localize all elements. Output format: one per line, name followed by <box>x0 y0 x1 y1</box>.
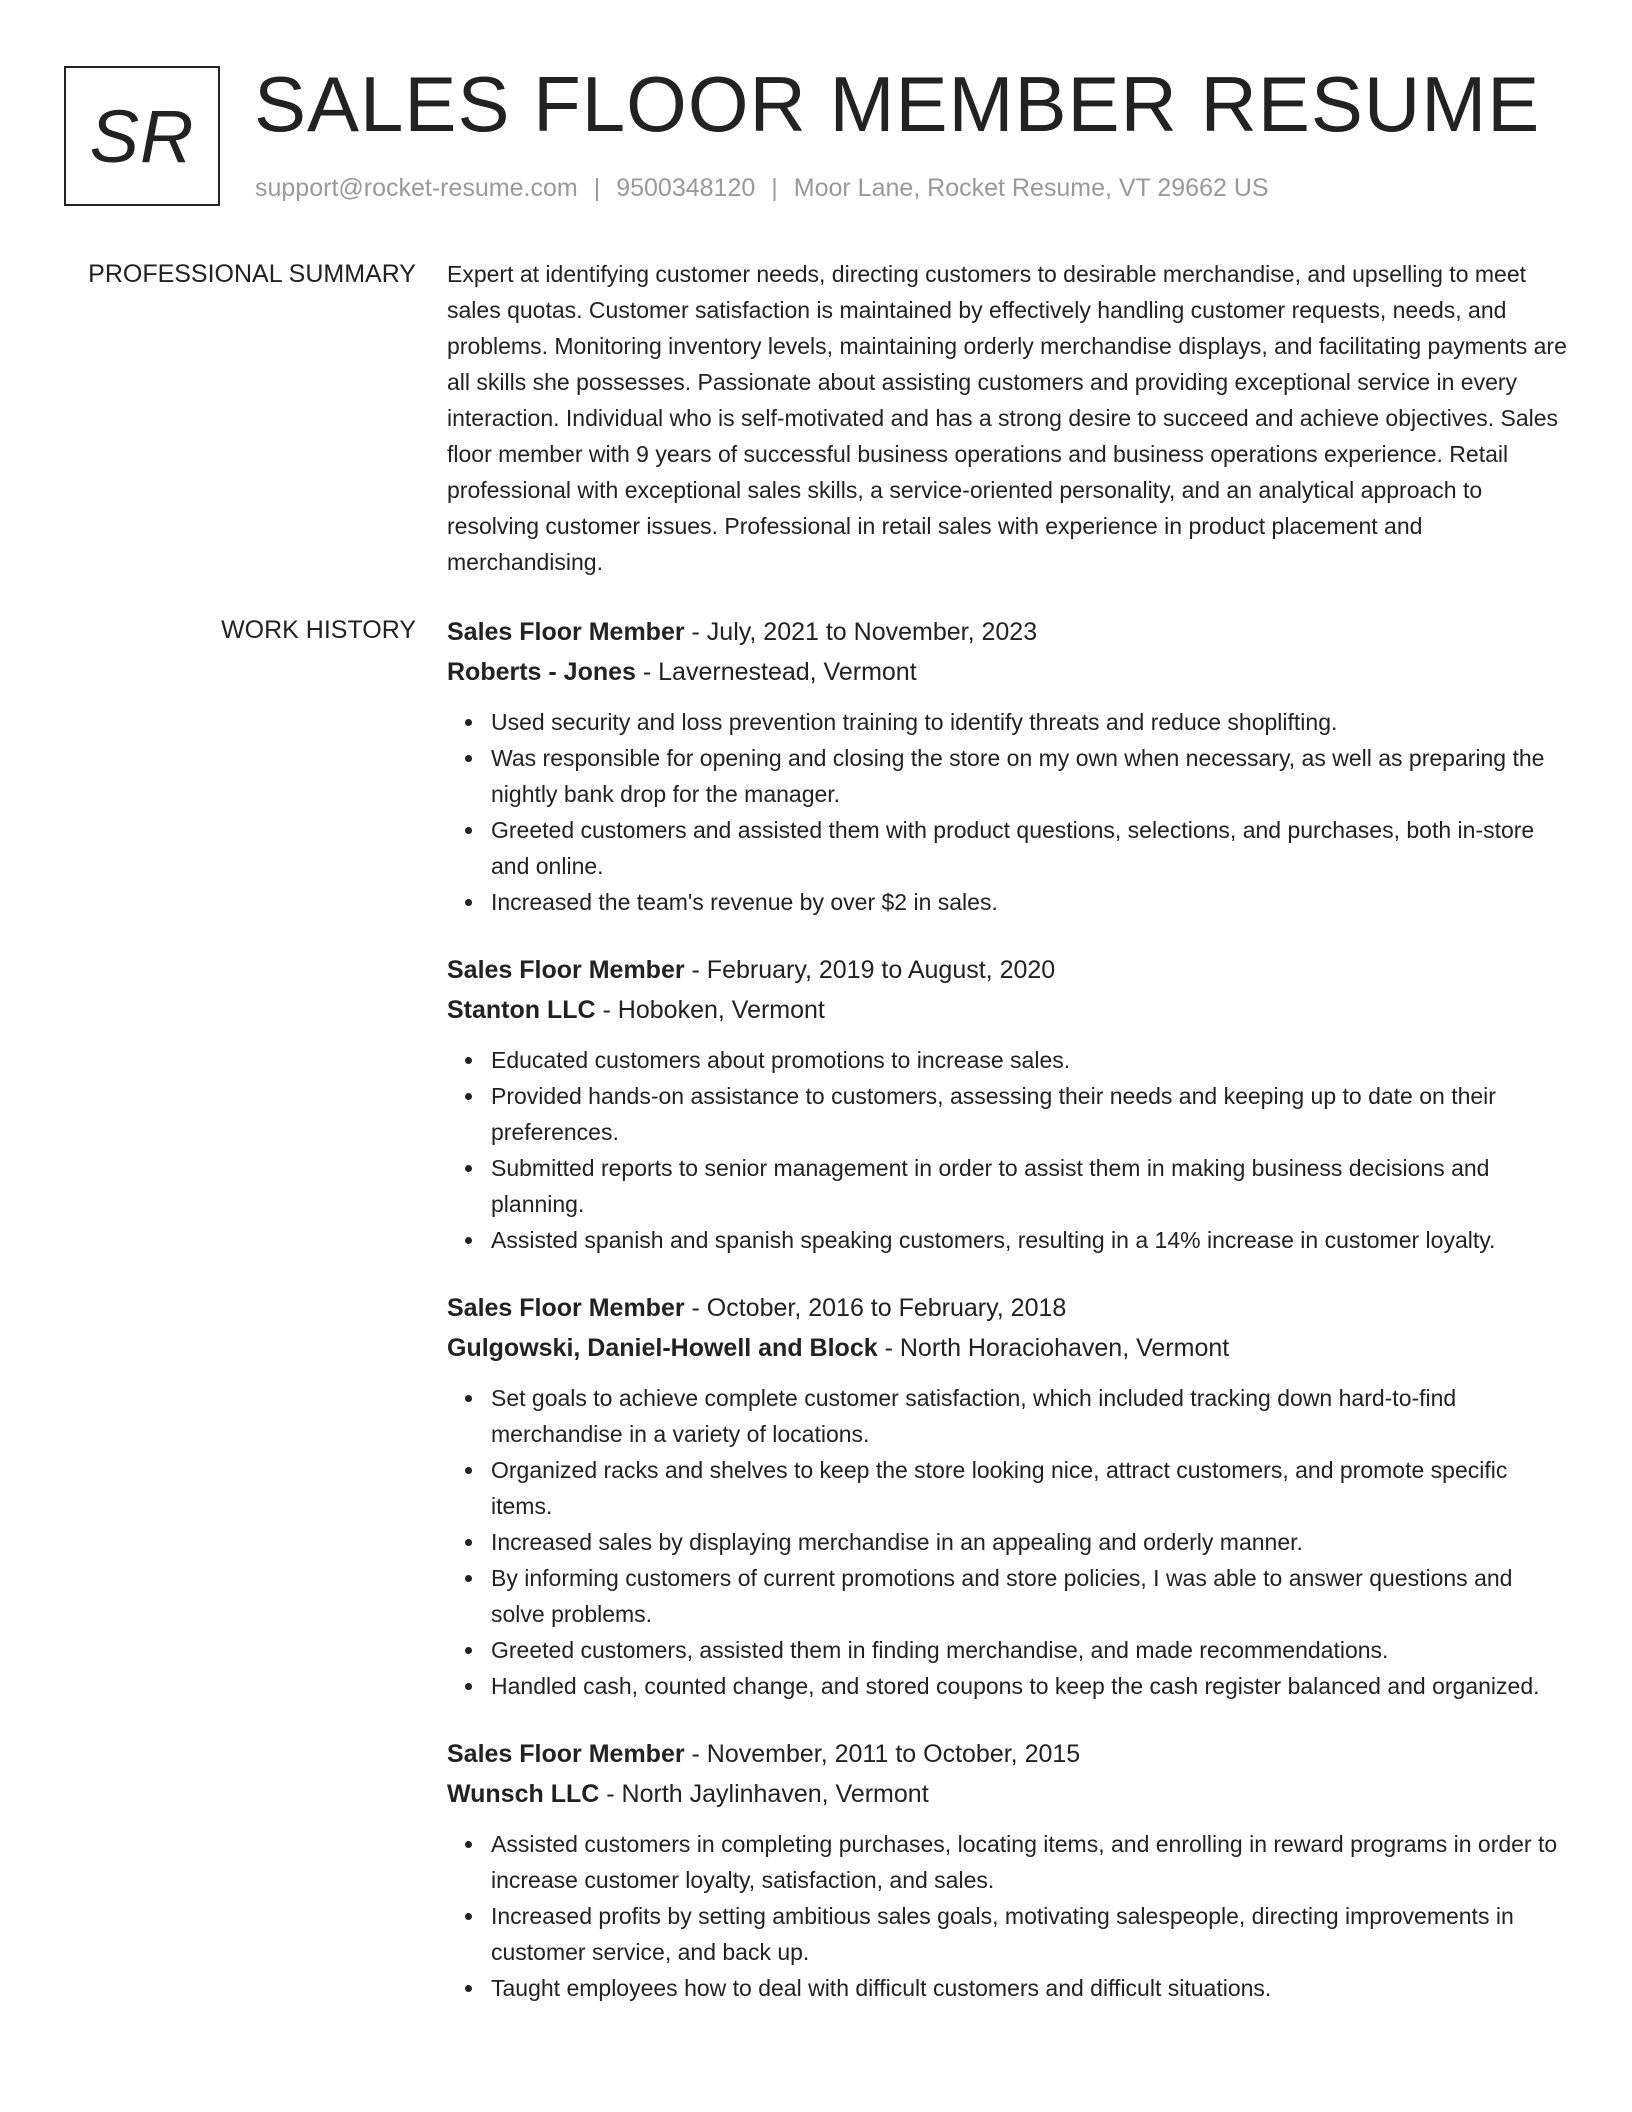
job-bullet: Submitted reports to senior management in order to assist them in making business decisions and planning. <box>491 1150 1567 1222</box>
job-company-line <box>447 1328 1567 1368</box>
job-bullets <box>447 1826 1567 2006</box>
job-title-line <box>447 1734 1567 1774</box>
contact-separator: | <box>771 174 778 202</box>
job-company: Roberts - Jones <box>447 658 636 686</box>
job-location: - Hoboken, Vermont <box>595 996 825 1024</box>
job-bullet: Was responsible for opening and closing the store on my own when necessary, as well as preparing the nightly bank drop for the manager. <box>491 740 1567 812</box>
job-title-line <box>447 950 1567 990</box>
job-bullet: Organized racks and shelves to keep the store looking nice, attract customers, and promote specific items. <box>491 1452 1567 1524</box>
job-title-line <box>447 1288 1567 1328</box>
job-company: Wunsch LLC <box>447 1780 600 1808</box>
job-bullet: By informing customers of current promotions and store policies, I was able to answer questions and solve problems. <box>491 1560 1567 1632</box>
job-location: - Lavernestead, Vermont <box>635 658 917 686</box>
job-bullets <box>447 704 1567 920</box>
job-title: Sales Floor Member <box>447 956 685 984</box>
job-bullets <box>447 1042 1567 1258</box>
contact-separator: | <box>593 174 601 202</box>
job-entry <box>447 612 1567 920</box>
job-bullets <box>447 1380 1567 1704</box>
job-bullet: Educated customers about promotions to increase sales. <box>491 1042 1567 1078</box>
job-dates: - October, 2016 to February, 2018 <box>684 1294 1067 1322</box>
job-bullet: Set goals to achieve complete customer satisfaction, which included tracking down hard-to-find merchandise in a variety of locations. <box>491 1380 1567 1452</box>
job-bullet: Greeted customers and assisted them with product questions, selections, and purchases, both in-store and online. <box>491 812 1567 884</box>
job-bullet: Assisted customers in completing purchases, locating items, and enrolling in reward programs in order to increase customer loyalty, satisfaction, and sales. <box>491 1826 1567 1898</box>
job-bullet: Handled cash, counted change, and stored coupons to keep the cash register balanced and organized. <box>491 1668 1567 1704</box>
job-dates: - July, 2021 to November, 2023 <box>684 618 1038 646</box>
job-company-line <box>447 1774 1567 1814</box>
job-location: - North Horaciohaven, Vermont <box>877 1334 1230 1362</box>
job-entry <box>447 1288 1567 1704</box>
job-dates: - February, 2019 to August, 2020 <box>684 956 1056 984</box>
job-dates: - November, 2011 to October, 2015 <box>684 1740 1081 1768</box>
job-bullet: Greeted customers, assisted them in finding merchandise, and made recommendations. <box>491 1632 1567 1668</box>
job-company-line <box>447 990 1567 1030</box>
section-heading-summary: PROFESSIONAL SUMMARY <box>88 260 416 288</box>
job-bullet: Used security and loss prevention training to identify threats and reduce shoplifting. <box>491 704 1567 740</box>
job-bullet: Increased profits by setting ambitious sales goals, motivating salespeople, directing improvements in customer service, and back up. <box>491 1898 1567 1970</box>
contact-address: Moor Lane, Rocket Resume, VT 29662 US <box>793 174 1269 202</box>
job-title: Sales Floor Member <box>447 618 685 646</box>
contact-phone: 9500348120 <box>616 174 756 202</box>
job-bullet: Provided hands-on assistance to customers, assessing their needs and keeping up to date on their preferences. <box>491 1078 1567 1150</box>
job-bullet: Assisted spanish and spanish speaking customers, resulting in a 14% increase in customer loyalty. <box>491 1222 1567 1258</box>
job-title: Sales Floor Member <box>447 1294 685 1322</box>
job-entry <box>447 1734 1567 2006</box>
job-company-line <box>447 652 1567 692</box>
job-company: Stanton LLC <box>447 996 596 1024</box>
section-heading-work-history: WORK HISTORY <box>221 616 416 644</box>
monogram-initials: SR <box>89 94 195 178</box>
contact-email: support@rocket-resume.com <box>255 174 578 202</box>
job-location: - North Jaylinhaven, Vermont <box>599 1780 929 1808</box>
summary-text: Expert at identifying customer needs, directing customers to desirable merchandise, and upselling to meet sales quotas. Customer satisfaction is maintained by effectively handling customer requests, needs, and problems. Monitoring inventory levels, maintaining orderly merchandise displays, and facilitating payments are all skills she possesses. Passionate about assisting customers and providing exceptional service in every interaction. Individual who is self-motivated and has a strong desire to succeed and achieve objectives. Sales floor member with 9 years of successful business operations and business operations experience. Retail professional with exceptional sales skills, a service-oriented personality, and an analytical approach to resolving customer issues. Professional in retail sales with experience in product placement and merchandising. <box>447 261 1567 575</box>
job-title: Sales Floor Member <box>447 1740 685 1768</box>
job-entry <box>447 950 1567 1258</box>
job-bullet: Increased the team's revenue by over $2 in sales. <box>491 884 1567 920</box>
job-title-line <box>447 612 1567 652</box>
job-bullet: Increased sales by displaying merchandise in an appealing and orderly manner. <box>491 1524 1567 1560</box>
job-company: Gulgowski, Daniel-Howell and Block <box>447 1334 878 1362</box>
monogram-logo <box>64 66 220 206</box>
resume-title: SALES FLOOR MEMBER RESUME <box>254 60 1541 148</box>
job-bullet: Taught employees how to deal with difficult customers and difficult situations. <box>491 1970 1567 2006</box>
contact-line <box>255 174 1269 203</box>
